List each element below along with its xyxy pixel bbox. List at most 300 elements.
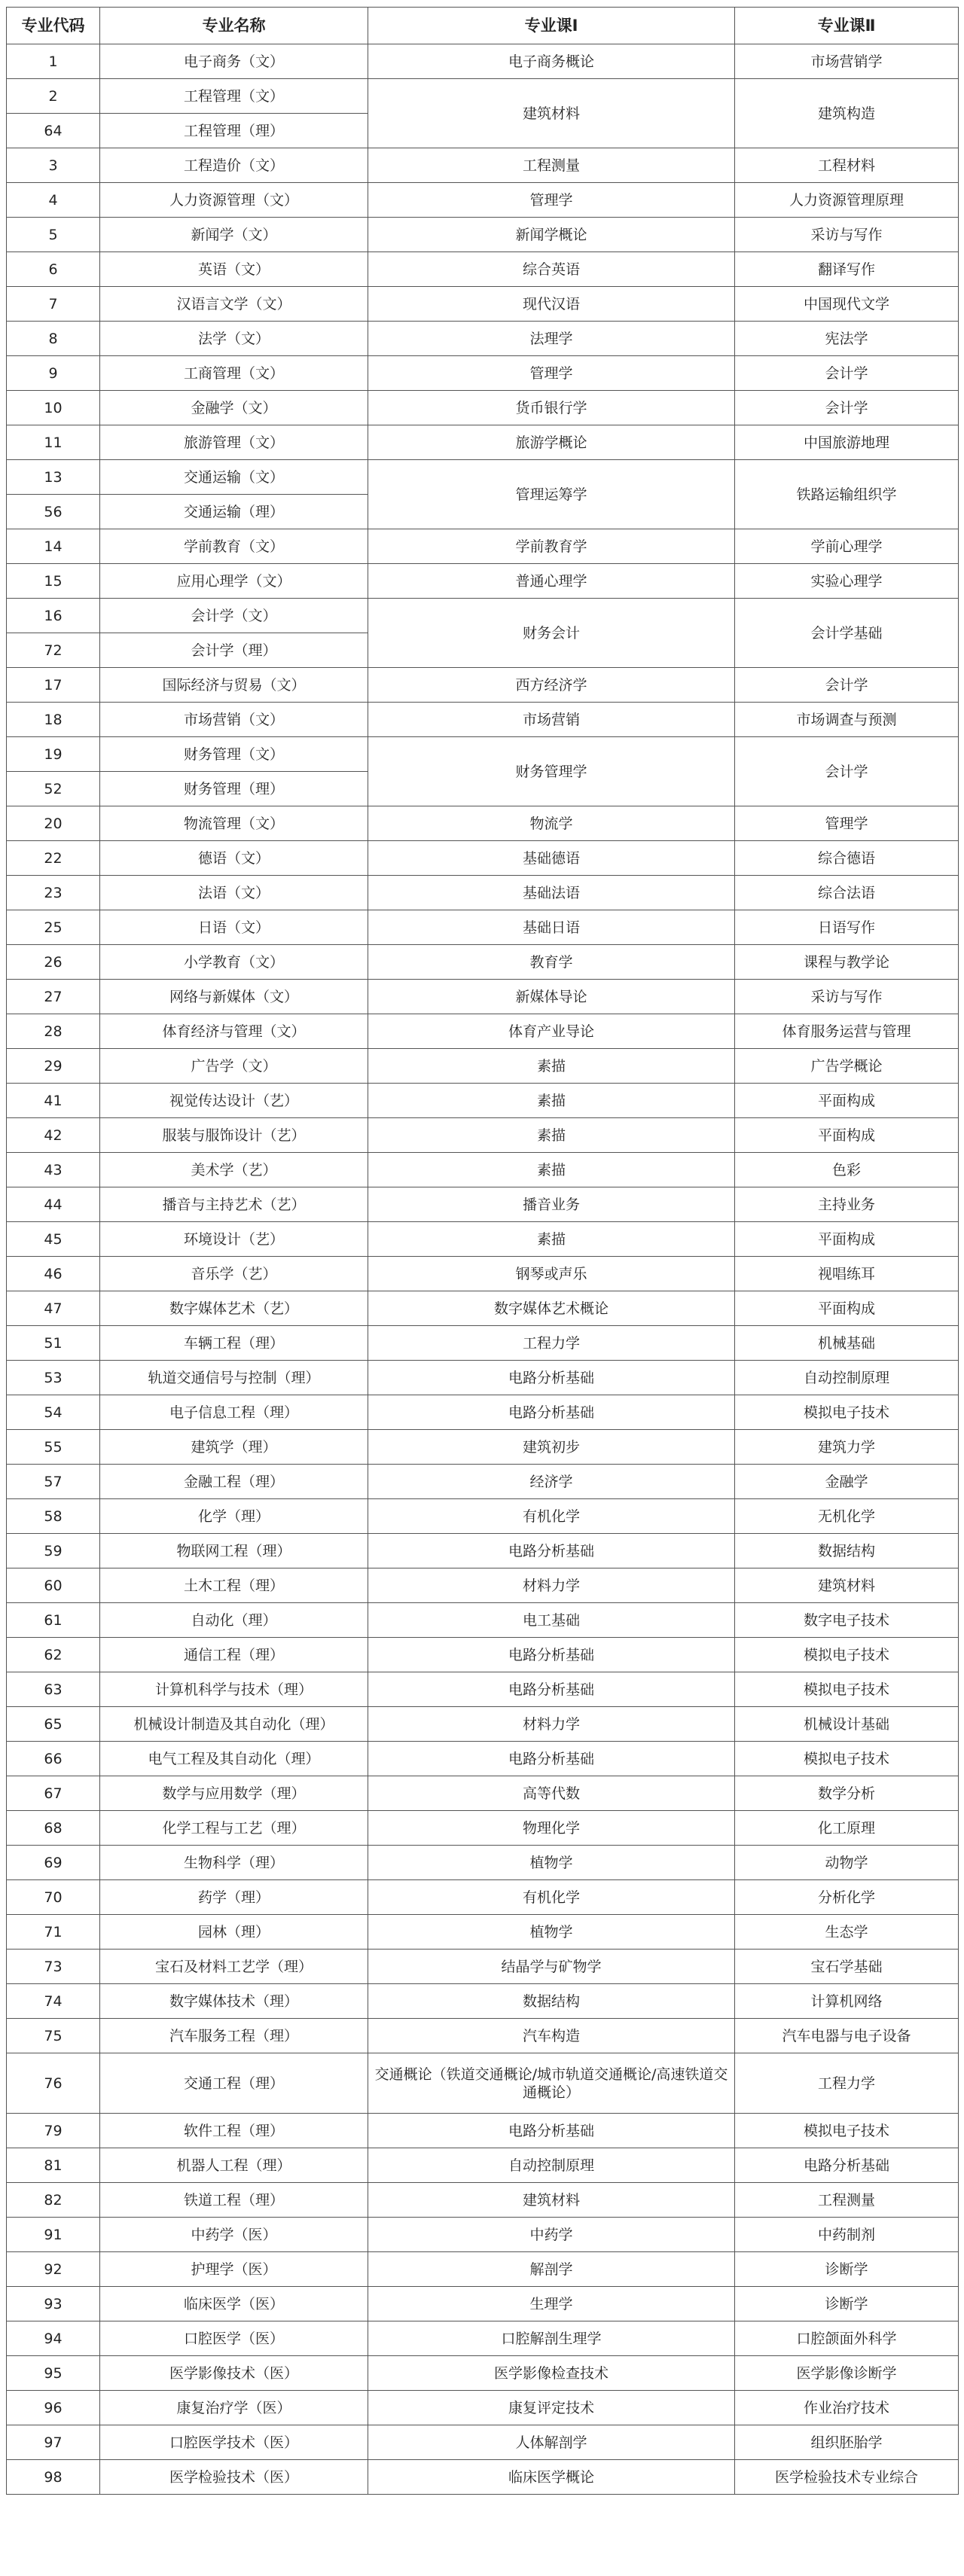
cell-name: 电子商务（文） [100, 44, 368, 79]
cell-code: 54 [7, 1395, 100, 1430]
table-row [7, 1707, 959, 1742]
cell-code: 61 [7, 1603, 100, 1638]
cell-name: 新闻学（文） [100, 218, 368, 252]
cell-course-2: 自动控制原理 [735, 1361, 959, 1395]
cell-course-1: 货币银行学 [368, 391, 735, 425]
cell-name: 医学检验技术（医） [100, 2460, 368, 2495]
table-row [7, 183, 959, 218]
cell-code: 14 [7, 529, 100, 564]
cell-name: 汉语言文学（文） [100, 287, 368, 322]
cell-code: 70 [7, 1880, 100, 1915]
cell-course-1: 电子商务概论 [368, 44, 735, 79]
cell-course-1: 电工基础 [368, 1603, 735, 1638]
cell-code: 17 [7, 668, 100, 703]
cell-code: 15 [7, 564, 100, 599]
cell-course-1: 财务管理学 [368, 737, 735, 806]
cell-name: 土木工程（理） [100, 1568, 368, 1603]
table-row [7, 1603, 959, 1638]
cell-name: 临床医学（医） [100, 2287, 368, 2321]
cell-course-2: 综合德语 [735, 841, 959, 876]
cell-course-1: 体育产业导论 [368, 1014, 735, 1049]
cell-course-2: 广告学概论 [735, 1049, 959, 1084]
cell-course-1: 建筑初步 [368, 1430, 735, 1465]
cell-course-1: 康复评定技术 [368, 2391, 735, 2425]
table-row [7, 356, 959, 391]
cell-course-1: 口腔解剖生理学 [368, 2321, 735, 2356]
cell-code: 96 [7, 2391, 100, 2425]
cell-name: 应用心理学（文） [100, 564, 368, 599]
cell-course-1: 解剖学 [368, 2252, 735, 2287]
cell-course-2: 平面构成 [735, 1222, 959, 1257]
table-row [7, 1084, 959, 1118]
cell-name: 口腔医学（医） [100, 2321, 368, 2356]
cell-code: 75 [7, 2019, 100, 2053]
cell-course-2: 会计学 [735, 668, 959, 703]
cell-code: 62 [7, 1638, 100, 1672]
cell-course-1: 财务会计 [368, 599, 735, 668]
cell-code: 52 [7, 772, 100, 806]
table-row [7, 1638, 959, 1672]
cell-course-2: 数字电子技术 [735, 1603, 959, 1638]
table-row [7, 252, 959, 287]
cell-course-2: 日语写作 [735, 910, 959, 945]
cell-course-2: 数据结构 [735, 1534, 959, 1568]
table-body [7, 44, 959, 2495]
cell-course-1: 高等代数 [368, 1776, 735, 1811]
cell-course-1: 学前教育学 [368, 529, 735, 564]
cell-course-2: 采访与写作 [735, 218, 959, 252]
table-row [7, 2460, 959, 2495]
cell-course-2: 中国旅游地理 [735, 425, 959, 460]
cell-course-2: 会计学 [735, 737, 959, 806]
cell-code: 2 [7, 79, 100, 114]
cell-code: 94 [7, 2321, 100, 2356]
table-row [7, 2019, 959, 2053]
cell-course-1: 素描 [368, 1153, 735, 1187]
table-row [7, 703, 959, 737]
cell-name: 中药学（医） [100, 2218, 368, 2252]
cell-code: 92 [7, 2252, 100, 2287]
cell-code: 69 [7, 1846, 100, 1880]
table-row [7, 79, 959, 114]
table-row [7, 2252, 959, 2287]
cell-course-2: 分析化学 [735, 1880, 959, 1915]
cell-code: 53 [7, 1361, 100, 1395]
table-row [7, 2287, 959, 2321]
cell-name: 日语（文） [100, 910, 368, 945]
cell-code: 64 [7, 114, 100, 148]
cell-course-1: 现代汉语 [368, 287, 735, 322]
cell-code: 46 [7, 1257, 100, 1291]
cell-name: 机械设计制造及其自动化（理） [100, 1707, 368, 1742]
cell-code: 6 [7, 252, 100, 287]
cell-code: 20 [7, 806, 100, 841]
table-row [7, 2183, 959, 2218]
cell-code: 97 [7, 2425, 100, 2460]
cell-code: 22 [7, 841, 100, 876]
cell-course-1: 钢琴或声乐 [368, 1257, 735, 1291]
table-row [7, 1811, 959, 1846]
cell-code: 47 [7, 1291, 100, 1326]
cell-course-2: 建筑力学 [735, 1430, 959, 1465]
cell-course-2: 口腔颌面外科学 [735, 2321, 959, 2356]
table-row [7, 2148, 959, 2183]
cell-course-1: 结晶学与矿物学 [368, 1950, 735, 1984]
table-row [7, 1499, 959, 1534]
cell-course-1: 基础德语 [368, 841, 735, 876]
cell-course-2: 金融学 [735, 1465, 959, 1499]
cell-name: 物联网工程（理） [100, 1534, 368, 1568]
cell-course-1: 电路分析基础 [368, 1395, 735, 1430]
cell-course-2: 计算机网络 [735, 1984, 959, 2019]
cell-course-1: 经济学 [368, 1465, 735, 1499]
cell-course-2: 采访与写作 [735, 980, 959, 1014]
cell-code: 81 [7, 2148, 100, 2183]
table-row [7, 1291, 959, 1326]
cell-code: 56 [7, 495, 100, 529]
cell-course-1: 自动控制原理 [368, 2148, 735, 2183]
cell-name: 交通工程（理） [100, 2053, 368, 2114]
cell-course-2: 宝石学基础 [735, 1950, 959, 1984]
cell-code: 19 [7, 737, 100, 772]
cell-code: 57 [7, 1465, 100, 1499]
cell-course-1: 电路分析基础 [368, 2114, 735, 2148]
cell-code: 4 [7, 183, 100, 218]
cell-course-2: 电路分析基础 [735, 2148, 959, 2183]
cell-course-2: 视唱练耳 [735, 1257, 959, 1291]
cell-course-2: 翻译写作 [735, 252, 959, 287]
cell-code: 63 [7, 1672, 100, 1707]
cell-name: 汽车服务工程（理） [100, 2019, 368, 2053]
table-row [7, 564, 959, 599]
cell-course-2: 色彩 [735, 1153, 959, 1187]
cell-name: 建筑学（理） [100, 1430, 368, 1465]
table-row [7, 322, 959, 356]
table-row [7, 1880, 959, 1915]
table-row [7, 2425, 959, 2460]
cell-code: 41 [7, 1084, 100, 1118]
cell-course-1: 市场营销 [368, 703, 735, 737]
cell-code: 93 [7, 2287, 100, 2321]
cell-course-2: 模拟电子技术 [735, 1672, 959, 1707]
cell-code: 45 [7, 1222, 100, 1257]
cell-name: 视觉传达设计（艺） [100, 1084, 368, 1118]
cell-name: 电气工程及其自动化（理） [100, 1742, 368, 1776]
cell-course-1: 新闻学概论 [368, 218, 735, 252]
cell-course-1: 建筑材料 [368, 2183, 735, 2218]
table-row [7, 425, 959, 460]
cell-name: 网络与新媒体（文） [100, 980, 368, 1014]
cell-name: 自动化（理） [100, 1603, 368, 1638]
cell-name: 园林（理） [100, 1915, 368, 1950]
cell-name: 数字媒体技术（理） [100, 1984, 368, 2019]
table-row [7, 910, 959, 945]
cell-name: 广告学（文） [100, 1049, 368, 1084]
cell-course-2: 学前心理学 [735, 529, 959, 564]
cell-course-1: 电路分析基础 [368, 1638, 735, 1672]
table-row [7, 2218, 959, 2252]
table-container [6, 7, 958, 2495]
cell-name: 英语（文） [100, 252, 368, 287]
cell-course-1: 素描 [368, 1049, 735, 1084]
table-row [7, 1257, 959, 1291]
table-row [7, 1395, 959, 1430]
cell-code: 82 [7, 2183, 100, 2218]
cell-code: 66 [7, 1742, 100, 1776]
cell-course-1: 临床医学概论 [368, 2460, 735, 2495]
cell-name: 会计学（理） [100, 633, 368, 668]
cell-code: 95 [7, 2356, 100, 2391]
cell-code: 55 [7, 1430, 100, 1465]
cell-code: 10 [7, 391, 100, 425]
cell-course-1: 数据结构 [368, 1984, 735, 2019]
cell-course-2: 建筑构造 [735, 79, 959, 148]
cell-name: 软件工程（理） [100, 2114, 368, 2148]
cell-course-2: 平面构成 [735, 1118, 959, 1153]
table-row [7, 2053, 959, 2114]
cell-name: 化学工程与工艺（理） [100, 1811, 368, 1846]
cell-code: 59 [7, 1534, 100, 1568]
cell-course-2: 化工原理 [735, 1811, 959, 1846]
cell-name: 康复治疗学（医） [100, 2391, 368, 2425]
table-row [7, 1984, 959, 2019]
table-row [7, 529, 959, 564]
cell-course-2: 工程材料 [735, 148, 959, 183]
cell-name: 数学与应用数学（理） [100, 1776, 368, 1811]
cell-name: 播音与主持艺术（艺） [100, 1187, 368, 1222]
cell-code: 73 [7, 1950, 100, 1984]
table-row [7, 806, 959, 841]
cell-course-2: 模拟电子技术 [735, 1395, 959, 1430]
cell-name: 护理学（医） [100, 2252, 368, 2287]
cell-course-2: 管理学 [735, 806, 959, 841]
cell-code: 43 [7, 1153, 100, 1187]
table-row [7, 1672, 959, 1707]
table-row [7, 1742, 959, 1776]
table-row [7, 1187, 959, 1222]
cell-name: 工程管理（文） [100, 79, 368, 114]
table-row [7, 391, 959, 425]
cell-course-1: 医学影像检查技术 [368, 2356, 735, 2391]
cell-course-2: 数学分析 [735, 1776, 959, 1811]
cell-code: 58 [7, 1499, 100, 1534]
cell-course-1: 材料力学 [368, 1568, 735, 1603]
cell-name: 工程管理（理） [100, 114, 368, 148]
table-row [7, 218, 959, 252]
cell-course-1: 综合英语 [368, 252, 735, 287]
cell-course-1: 人体解剖学 [368, 2425, 735, 2460]
header-row [7, 8, 959, 44]
cell-course-2: 会计学基础 [735, 599, 959, 668]
cell-course-2: 会计学 [735, 391, 959, 425]
cell-code: 28 [7, 1014, 100, 1049]
cell-course-2: 建筑材料 [735, 1568, 959, 1603]
table-row [7, 668, 959, 703]
table-row [7, 2391, 959, 2425]
cell-name: 医学影像技术（医） [100, 2356, 368, 2391]
cell-course-2: 医学影像诊断学 [735, 2356, 959, 2391]
cell-name: 交通运输（文） [100, 460, 368, 495]
cell-course-1: 管理运筹学 [368, 460, 735, 529]
cell-course-1: 有机化学 [368, 1880, 735, 1915]
cell-course-1: 建筑材料 [368, 79, 735, 148]
cell-course-1: 交通概论（铁道交通概论/城市轨道交通概论/高速铁道交通概论） [368, 2053, 735, 2114]
major-course-table [6, 7, 959, 2495]
table-row [7, 1014, 959, 1049]
cell-code: 27 [7, 980, 100, 1014]
cell-course-1: 数字媒体艺术概论 [368, 1291, 735, 1326]
table-row [7, 2356, 959, 2391]
cell-name: 数字媒体艺术（艺） [100, 1291, 368, 1326]
cell-name: 交通运输（理） [100, 495, 368, 529]
cell-course-1: 有机化学 [368, 1499, 735, 1534]
cell-code: 29 [7, 1049, 100, 1084]
cell-course-2: 铁路运输组织学 [735, 460, 959, 529]
cell-name: 口腔医学技术（医） [100, 2425, 368, 2460]
cell-name: 会计学（文） [100, 599, 368, 633]
cell-code: 68 [7, 1811, 100, 1846]
cell-course-2: 课程与教学论 [735, 945, 959, 980]
cell-code: 42 [7, 1118, 100, 1153]
table-row [7, 2114, 959, 2148]
cell-name: 通信工程（理） [100, 1638, 368, 1672]
cell-name: 财务管理（理） [100, 772, 368, 806]
cell-course-2: 模拟电子技术 [735, 1742, 959, 1776]
header-code: 专业代码 [7, 8, 100, 44]
cell-name: 美术学（艺） [100, 1153, 368, 1187]
table-row [7, 1118, 959, 1153]
cell-code: 8 [7, 322, 100, 356]
cell-course-1: 基础法语 [368, 876, 735, 910]
cell-code: 25 [7, 910, 100, 945]
cell-name: 旅游管理（文） [100, 425, 368, 460]
cell-course-2: 医学检验技术专业综合 [735, 2460, 959, 2495]
cell-name: 机器人工程（理） [100, 2148, 368, 2183]
cell-code: 7 [7, 287, 100, 322]
table-row [7, 737, 959, 772]
cell-course-2: 实验心理学 [735, 564, 959, 599]
cell-course-2: 汽车电器与电子设备 [735, 2019, 959, 2053]
cell-code: 67 [7, 1776, 100, 1811]
cell-course-1: 生理学 [368, 2287, 735, 2321]
cell-name: 市场营销（文） [100, 703, 368, 737]
cell-course-1: 植物学 [368, 1846, 735, 1880]
cell-code: 72 [7, 633, 100, 668]
cell-course-2: 机械设计基础 [735, 1707, 959, 1742]
cell-code: 60 [7, 1568, 100, 1603]
table-row [7, 980, 959, 1014]
cell-name: 工程造价（文） [100, 148, 368, 183]
cell-course-2: 生态学 [735, 1915, 959, 1950]
cell-code: 51 [7, 1326, 100, 1361]
table-row [7, 841, 959, 876]
cell-name: 车辆工程（理） [100, 1326, 368, 1361]
cell-course-1: 中药学 [368, 2218, 735, 2252]
cell-code: 23 [7, 876, 100, 910]
cell-course-1: 电路分析基础 [368, 1742, 735, 1776]
cell-course-1: 工程测量 [368, 148, 735, 183]
cell-code: 16 [7, 599, 100, 633]
cell-name: 化学（理） [100, 1499, 368, 1534]
cell-code: 79 [7, 2114, 100, 2148]
cell-name: 服装与服饰设计（艺） [100, 1118, 368, 1153]
cell-course-1: 素描 [368, 1118, 735, 1153]
cell-name: 物流管理（文） [100, 806, 368, 841]
cell-name: 学前教育（文） [100, 529, 368, 564]
cell-name: 生物科学（理） [100, 1846, 368, 1880]
cell-code: 9 [7, 356, 100, 391]
cell-course-1: 管理学 [368, 183, 735, 218]
table-row [7, 1846, 959, 1880]
table-row [7, 148, 959, 183]
table-row [7, 1361, 959, 1395]
cell-code: 44 [7, 1187, 100, 1222]
table-row [7, 599, 959, 633]
cell-course-1: 教育学 [368, 945, 735, 980]
cell-name: 法语（文） [100, 876, 368, 910]
table-row [7, 460, 959, 495]
cell-code: 65 [7, 1707, 100, 1742]
cell-code: 1 [7, 44, 100, 79]
cell-name: 轨道交通信号与控制（理） [100, 1361, 368, 1395]
cell-course-1: 素描 [368, 1084, 735, 1118]
cell-course-1: 材料力学 [368, 1707, 735, 1742]
header-name: 专业名称 [100, 8, 368, 44]
cell-course-2: 中国现代文学 [735, 287, 959, 322]
table-row [7, 1915, 959, 1950]
table-row [7, 287, 959, 322]
cell-code: 74 [7, 1984, 100, 2019]
cell-course-1: 播音业务 [368, 1187, 735, 1222]
cell-course-1: 新媒体导论 [368, 980, 735, 1014]
cell-code: 76 [7, 2053, 100, 2114]
cell-code: 5 [7, 218, 100, 252]
cell-course-1: 普通心理学 [368, 564, 735, 599]
cell-code: 91 [7, 2218, 100, 2252]
cell-name: 国际经济与贸易（文） [100, 668, 368, 703]
cell-course-2: 市场调查与预测 [735, 703, 959, 737]
cell-course-2: 宪法学 [735, 322, 959, 356]
cell-course-1: 法理学 [368, 322, 735, 356]
cell-name: 宝石及材料工艺学（理） [100, 1950, 368, 1984]
cell-course-2: 模拟电子技术 [735, 2114, 959, 2148]
cell-name: 电子信息工程（理） [100, 1395, 368, 1430]
table-row [7, 1326, 959, 1361]
cell-course-1: 汽车构造 [368, 2019, 735, 2053]
table-row [7, 945, 959, 980]
cell-name: 工商管理（文） [100, 356, 368, 391]
header-course-2: 专业课Ⅱ [735, 8, 959, 44]
cell-course-2: 平面构成 [735, 1291, 959, 1326]
table-row [7, 876, 959, 910]
table-row [7, 1430, 959, 1465]
cell-name: 体育经济与管理（文） [100, 1014, 368, 1049]
table-row [7, 1568, 959, 1603]
cell-course-2: 主持业务 [735, 1187, 959, 1222]
cell-course-2: 组织胚胎学 [735, 2425, 959, 2460]
cell-course-2: 工程力学 [735, 2053, 959, 2114]
cell-course-2: 综合法语 [735, 876, 959, 910]
cell-code: 13 [7, 460, 100, 495]
cell-course-2: 机械基础 [735, 1326, 959, 1361]
table-row [7, 44, 959, 79]
table-row [7, 1776, 959, 1811]
cell-course-2: 作业治疗技术 [735, 2391, 959, 2425]
cell-course-1: 物流学 [368, 806, 735, 841]
cell-course-2: 平面构成 [735, 1084, 959, 1118]
cell-course-2: 人力资源管理原理 [735, 183, 959, 218]
table-row [7, 1153, 959, 1187]
